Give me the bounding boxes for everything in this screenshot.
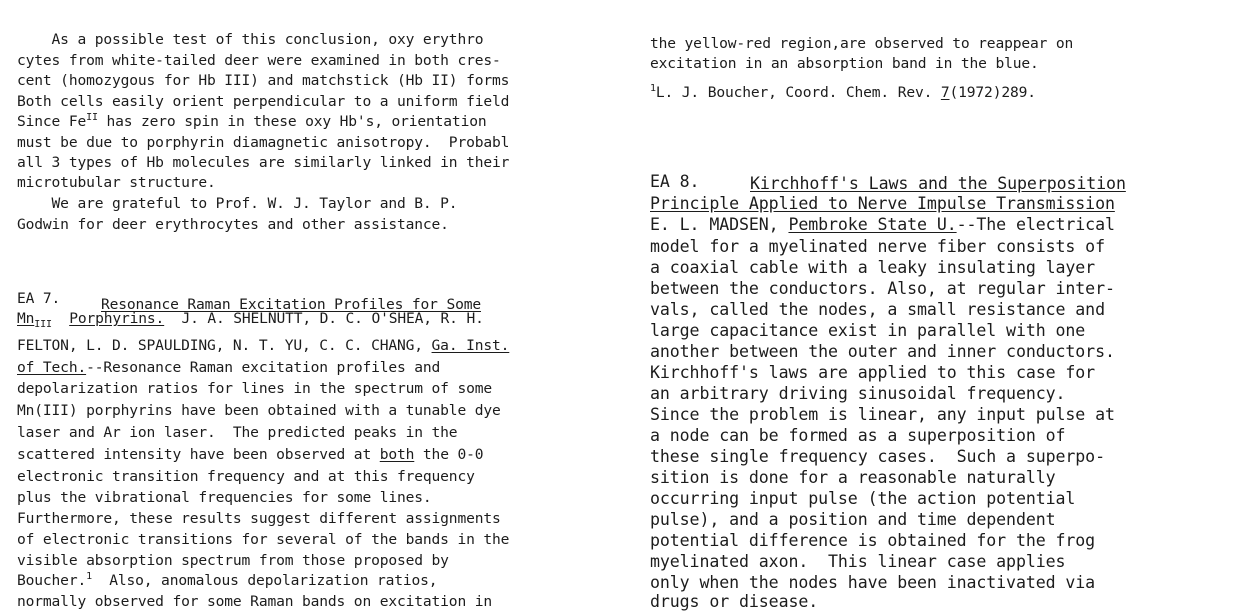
text-line: electronic transition frequency and at this frequency — [17, 468, 475, 485]
text-line: Godwin for deer erythrocytes and other assistance. — [17, 216, 449, 233]
text-line: Kirchhoff's laws are applied to this case for — [650, 363, 1096, 382]
text-line: cytes from white-tailed deer were examined in both cres- — [17, 52, 501, 69]
text-line: the yellow-red region,are observed to reappear on — [650, 35, 1074, 52]
abstract-number: EA 7. — [17, 290, 61, 307]
text-line: an arbitrary driving sinusoidal frequency. — [650, 384, 1066, 403]
abstract-title: Resonance Raman Excitation Profiles for Some — [101, 296, 481, 313]
footnote-marker: 1 — [86, 571, 92, 583]
text-line: visible absorption spectrum from those proposed by — [17, 552, 449, 569]
text-line: these single frequency cases. Such a superpo- — [650, 447, 1105, 466]
text-line: of electronic transitions for several of the bands in the — [17, 531, 510, 548]
title-line-2: $Mn_{III}$ Porphyrins. J. A. SHELNUTT, D. C. O'SHEA, R. H. — [17, 310, 484, 330]
abstract-title: Kirchhoff's Laws and the Superposition — [750, 174, 1126, 193]
text-line: microtubular structure. — [17, 174, 216, 191]
text-line: large capacitance exist in parallel with one — [650, 321, 1086, 340]
text-line: As a possible test of this conclusion, oxy erythro — [17, 31, 484, 48]
superscript: II — [86, 112, 98, 124]
authors-line: FELTON, L. D. SPAULDING, N. T. YU, C. C. CHANG, Ga. Inst. — [17, 337, 510, 354]
text-line: all 3 types of Hb molecules are similarly linked in their — [17, 154, 510, 171]
text-line: a coaxial cable with a leaky insulating layer — [650, 258, 1096, 277]
text-line: Both cells easily orient perpendicular to a uniform field — [17, 93, 510, 110]
text-line: myelinated axon. This linear case applies — [650, 552, 1066, 571]
text-line: of Tech.--Resonance Raman excitation profiles and — [17, 359, 441, 376]
text-line: occurring input pulse (the action potential — [650, 489, 1076, 508]
text-line: only when the nodes have been inactivated via — [650, 573, 1096, 592]
abstract-title-line-2: Principle Applied to Nerve Impulse Transmission — [650, 194, 1115, 213]
text-line: another between the outer and inner conductors. — [650, 342, 1115, 361]
institution: of Tech. — [17, 359, 87, 376]
subscript: III — [34, 318, 52, 330]
text-line: model for a myelinated nerve fiber consists of — [650, 237, 1105, 256]
text-line: between the conductors. Also, at regular inter- — [650, 279, 1115, 298]
text-line: drugs or disease. — [650, 592, 819, 611]
text-line: depolarization ratios for lines in the spectrum of some — [17, 380, 492, 397]
text-line: vals, called the nodes, a small resistance and — [650, 300, 1105, 319]
footnote-marker: 1 — [650, 83, 656, 95]
text-line: Furthermore, these results suggest different assignments — [17, 510, 501, 527]
text-line: scattered intensity have been observed at both the 0-0 — [17, 446, 484, 463]
text-line: Mn(III) porphyrins have been obtained with a tunable dye — [17, 402, 501, 419]
text-line: excitation in an absorption band in the blue. — [650, 55, 1039, 72]
text-line: Boucher.$^1$ Also, anomalous depolarization ratios, — [17, 571, 438, 589]
institution: Pembroke State U. — [788, 215, 957, 234]
text-line: cent (homozygous for Hb III) and matchstick (Hb II) forms — [17, 72, 510, 89]
text-line: potential difference is obtained for the frog — [650, 531, 1096, 550]
text-line: We are grateful to Prof. W. J. Taylor and B. P. — [17, 195, 458, 212]
text-line: plus the vibrational frequencies for some lines. — [17, 489, 432, 506]
text-line: a node can be formed as a superposition of — [650, 426, 1066, 445]
author-line: E. L. MADSEN, Pembroke State U.--The electrical — [650, 215, 1115, 234]
text-line: must be due to porphyrin diamagnetic anisotropy. Probabl — [17, 134, 510, 151]
text-line: pulse), and a position and time dependent — [650, 510, 1056, 529]
text-line: laser and Ar ion laser. The predicted peaks in the — [17, 424, 458, 441]
text-line: normally observed for some Raman bands on excitation in — [17, 593, 492, 610]
reference: $^1$L. J. Boucher, Coord. Chem. Rev. 7(1972)289. — [650, 83, 1036, 101]
abstract-number: EA 8. — [650, 172, 700, 191]
text-line: Since $Fe^{II}$ has zero spin in these oxy Hb's, orientation — [17, 112, 487, 130]
text-line: Since the problem is linear, any input pulse at — [650, 405, 1115, 424]
text-line: sition is done for a reasonable naturally — [650, 468, 1056, 487]
institution: Ga. Inst. — [431, 337, 510, 354]
